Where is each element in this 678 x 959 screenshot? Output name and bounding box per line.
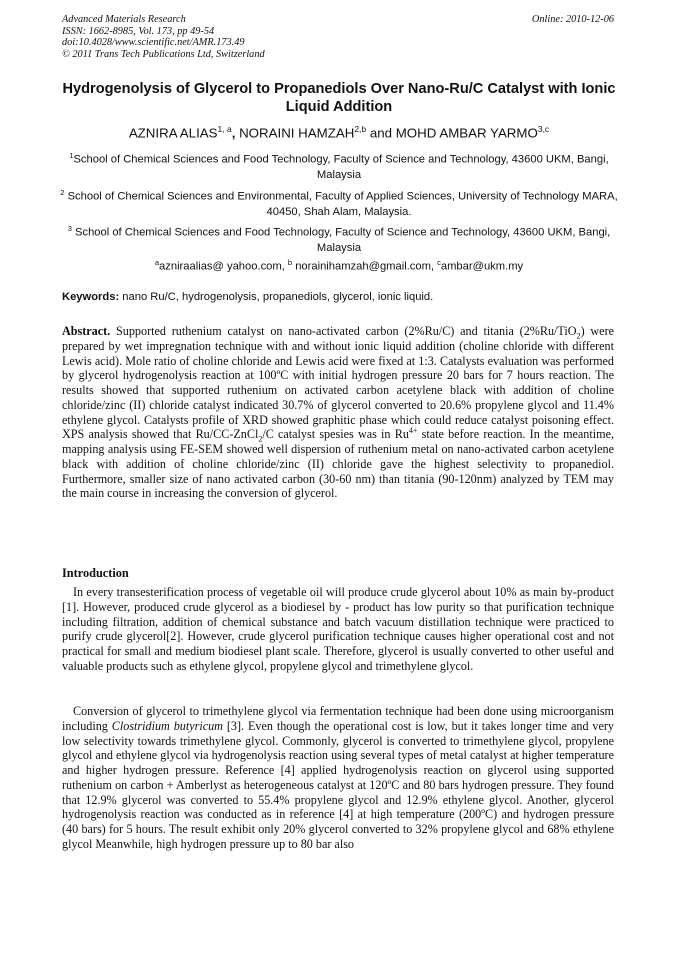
intro-paragraph-1: In every transesterification process of vegetable oil will produce crude glycerol about 10% as main by-product [1]. However, produced crude glycerol as a biodiesel by - product has low purity so that purification technique including filtration, addition of chemical substance and batch vacuum distillation technique were practiced to purify crude glycerol[2]. However, crude glycerol purification technique causes higher operational cost and not practical for small and medium biodiesel plant scale. Therefore, glycerol is usually converted to other useful and valuable products such as ethylene glycol, propylene glycol and trimethylene glycol. [62,585,614,673]
author-name: MOHD AMBAR YARMO [395,125,538,141]
intro-paragraph-2 [62,704,614,852]
keywords [62,291,433,303]
keywords-label: Keywords: [62,291,120,303]
affiliation-mark: 2 [60,188,65,197]
affiliation-text: School of Chemical Sciences and Food Technology, Faculty of Science and Technology, 43600 UKM, Bangi, Malaysia [73,153,609,181]
paragraph-text: Conversion of glycerol to trimethylene glycol via fermentation technique had been done using microorganism including [62,704,614,733]
email-mark: b [287,258,293,267]
email-mark: a [154,258,160,267]
author-affiliation-mark: 1, a [217,124,232,134]
abstract-text: state before reaction. In the meantime, mapping analysis using FE-SEM showed well dispersion of ruthenium metal on nano-activated carbon acetylene black with addition of choline chloride/zinc (II) chloride gave the highest selectivity to propanediol. Furthermore, smaller size of nano activated carbon (30-60 nm) than titania (90-120nm) analyzed by TEM may the main course in increasing the conversion of glycerol. [62,427,614,501]
author-separator: and [366,125,396,141]
section-heading-introduction: Introduction [62,566,129,580]
journal-name: Advanced Materials Research [62,14,186,25]
affiliation-3 [60,221,618,256]
author-name: AZNIRA ALIAS [128,125,218,141]
subscript: 2 [258,434,263,444]
keywords-text: nano Ru/C, hydrogenolysis, propanediols, glycerol, ionic liquid. [119,291,434,303]
journal-header [62,14,265,60]
subscript: 2 [576,331,581,341]
issn-line: ISSN: 1662-8985, Vol. 173, pp 49-54 [62,25,215,37]
author-name: NORAINI HAMZAH [239,125,355,141]
author-separator: , [231,125,240,141]
abstract-text: Supported ruthenium catalyst on nano-activated carbon (2%Ru/C) and titania (2%Ru/TiO [110,324,577,338]
paragraph-text: [3]. Even though the operational cost is low, but it takes longer time and very low selectivity towards trimethylene glycol. Commonly, glycerol is converted to trimethylene glycol, propylene glycol and ethylene glycol via hydrogenolysis reaction using several types of metal catalyst at higher temperature and higher hydrogen pressure. Reference [4] applied hydrogenolysis reaction on glycerol using supported ruthenium on carbon + Amberlyst as heterogeneous catalyst at 120ºC and 80 bars hydrogen pressure. They found that 12.9% glycerol was converted to 55.4% propylene glycol and 12.9% ethylene glycol. Another, glycerol hydrogenolysis reaction was conducted as in reference [4] at high temperature (200ºC) and hydrogen pressure (40 bars) for 5 hours. The result exhibit only 20% glycerol converted to 32% propylene glycol and 68% ethylene glycol Meanwhile, high hydrogen pressure up to 80 bar also [62,718,615,851]
online-date: Online: 2010-12-06 [531,14,614,25]
superscript: 4+ [408,426,418,436]
email-mark: c [437,258,441,267]
email-text: norainihamzah@gmail.com, [292,260,438,273]
copyright-line: © 2011 Trans Tech Publications Ltd, Switzerland [62,48,265,60]
doi-line: doi:10.4028/www.scientific.net/AMR.173.49 [62,37,245,49]
affiliation-text: School of Chemical Sciences and Environmental, Faculty of Applied Sciences, University of Technology MARA, 40450, Shah Alam, Malaysia. [64,190,618,218]
affiliation-mark: 3 [67,224,72,233]
abstract [62,324,614,501]
affiliation-1 [60,148,618,183]
species-name: Clostridium butyricum [111,718,223,733]
abstract-text: /C catalyst spesies was in Ru [262,427,409,442]
author-affiliation-mark: 3,c [537,124,550,134]
abstract-text: ) were prepared by wet impregnation technique with and without ionic liquid addition (choline chloride with different Lewis acid). Mole ratio of choline chloride and Lewis acid were fixed at 1:3. Catalysts evaluation was performed by glycerol hydrogenolysis reaction at 100ºC with initial hydrogen pressure 20 bars for 7 hours reaction. The results showed that supported ruthenium on activated carbon acetylene black with addition of choline chloride/zinc (II) chloride catalyst indicated 30.7% of glycerol converted to 20.6% propylene glycol and 11.4% ethylene glycol. Catalysts profile of XRD showed graphitic phase which could reduce catalyst poisoning effect. XPS analysis showed that Ru/CC-ZnCl [62,324,615,442]
affiliation-mark: 1 [69,151,74,160]
paper-title: Hydrogenolysis of Glycerol to Propanediols Over Nano-Ru/C Catalyst with Ionic Liquid Addition [62,81,616,115]
author-list [60,124,618,140]
affiliation-text: School of Chemical Sciences and Food Technology, Faculty of Science and Technology, 43600 UKM, Bangi, Malaysia [71,226,611,254]
email-text: azniraalias@ yahoo.com, [159,260,288,273]
author-affiliation-mark: 2,b [354,124,367,134]
email-text: ambar@ukm.my [440,260,524,273]
abstract-label: Abstract. [62,324,111,338]
affiliation-2 [60,185,618,220]
email-list [60,258,618,273]
